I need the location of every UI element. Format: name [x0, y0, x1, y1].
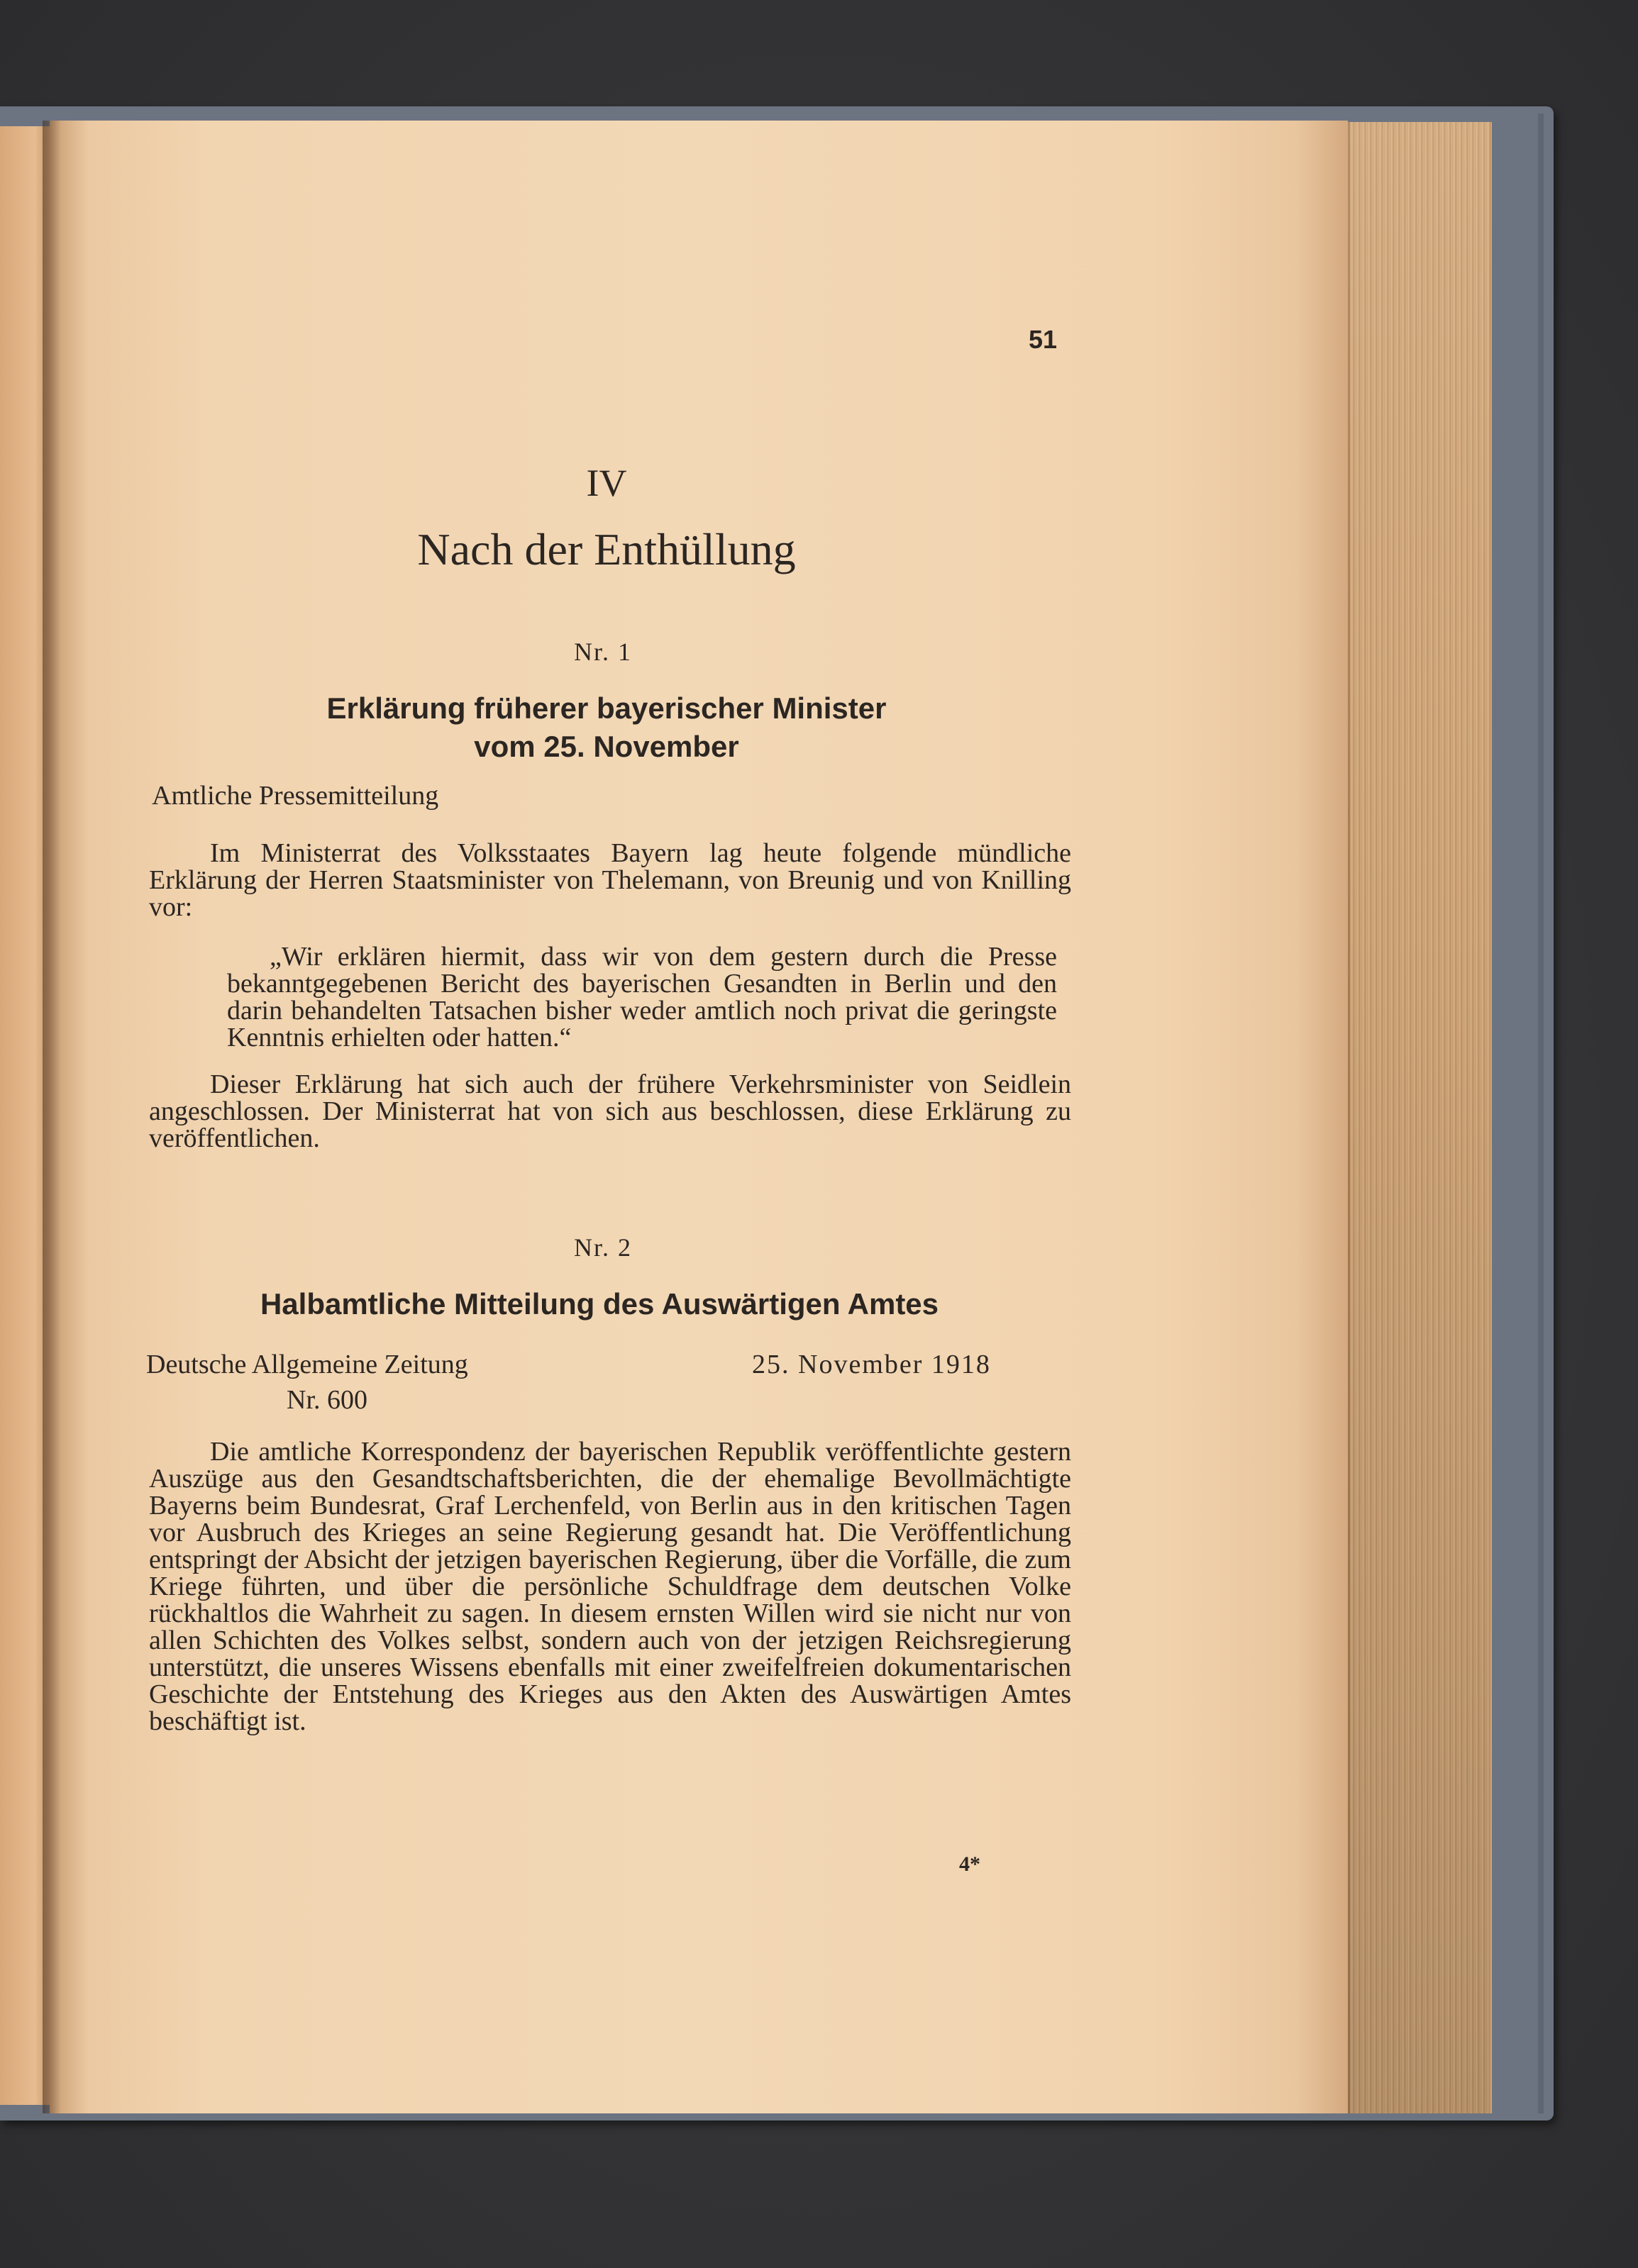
cover-edge [1538, 113, 1544, 2113]
page-block-shade [1348, 122, 1490, 2113]
document-2-number: Nr. 2 [574, 1233, 632, 1262]
page-gutter-shadow [43, 121, 61, 2113]
document-1-title-line-2: vom 25. November [474, 730, 739, 763]
document-1-paragraph-2: Dieser Erklärung hat sich auch der frühere Verkehrsminister von Seidlein angeschlossen. Der Ministerrat hat von sich aus beschlossen, diese Erklärung zu veröffentlichen. [149, 1069, 1071, 1153]
page-number: 51 [1029, 325, 1058, 354]
document-1-source: Amtliche Pressemitteilung [152, 781, 439, 811]
document-2-source-line-1: Deutsche Allgemeine Zeitung [146, 1350, 468, 1379]
signature-mark: 4* [959, 1852, 980, 1876]
document-1-title-line-1: Erklärung früherer bayerischer Minister [326, 691, 887, 725]
document-1-paragraph-1: Im Ministerrat des Volksstaates Bayern lag heute folgende mündliche Erklärung der Herren Staatsminister von Thelemann, von Breunig und von Knilling vor: [149, 838, 1071, 922]
chapter-title: Nach der Enthüllung [417, 524, 796, 574]
document-2-date: 25. November 1918 [752, 1350, 991, 1379]
document-1-quote: „Wir erklären hiermit, dass wir von dem gestern durch die Presse bekanntgegebenen Bericht des bayerischen Gesandten in Berlin und den darin behandelten Tatsachen bisher weder amtlich noch privat die geringste Kenntnis erhielten oder hatten.“ [227, 942, 1057, 1052]
chapter-numeral: IV [586, 462, 627, 504]
document-2-paragraph: Die amtliche Korrespondenz der bayerischen Republik veröffentlichte gestern Auszüge aus den Gesandtschaftsberichten, die der ehemalige Bevollmächtigte Bayerns beim Bundesrat, Graf Lerchenfeld, von Berlin aus in den kritischen Tagen vor Ausbruch des Krieges an seine Regierung gesandt hat. Die Veröffentlichung entspringt der Absicht der jetzigen bayerischen Regierung, über die Vorfälle, die zum Kriege führten, und über die persönliche Schuldfrage dem deutschen Volke rückhaltlos die Wahrheit zu sagen. In diesem ernsten Willen wird sie nicht nur von allen Schichten des Volkes selbst, sondern auch von der jetzigen Reichsregierung unterstützt, die unseres Wissens ebenfalls mit einer zweifelfreien dokumentarischen Geschichte der Entstehung des Krieges aus den Akten des Auswärtigen Amtes beschäftigt ist. [149, 1437, 1071, 1736]
document-2-source-line-2: Nr. 600 [287, 1385, 367, 1415]
document-1-number: Nr. 1 [574, 638, 632, 666]
document-2-title: Halbamtliche Mitteilung des Auswärtigen Amtes [260, 1287, 939, 1321]
